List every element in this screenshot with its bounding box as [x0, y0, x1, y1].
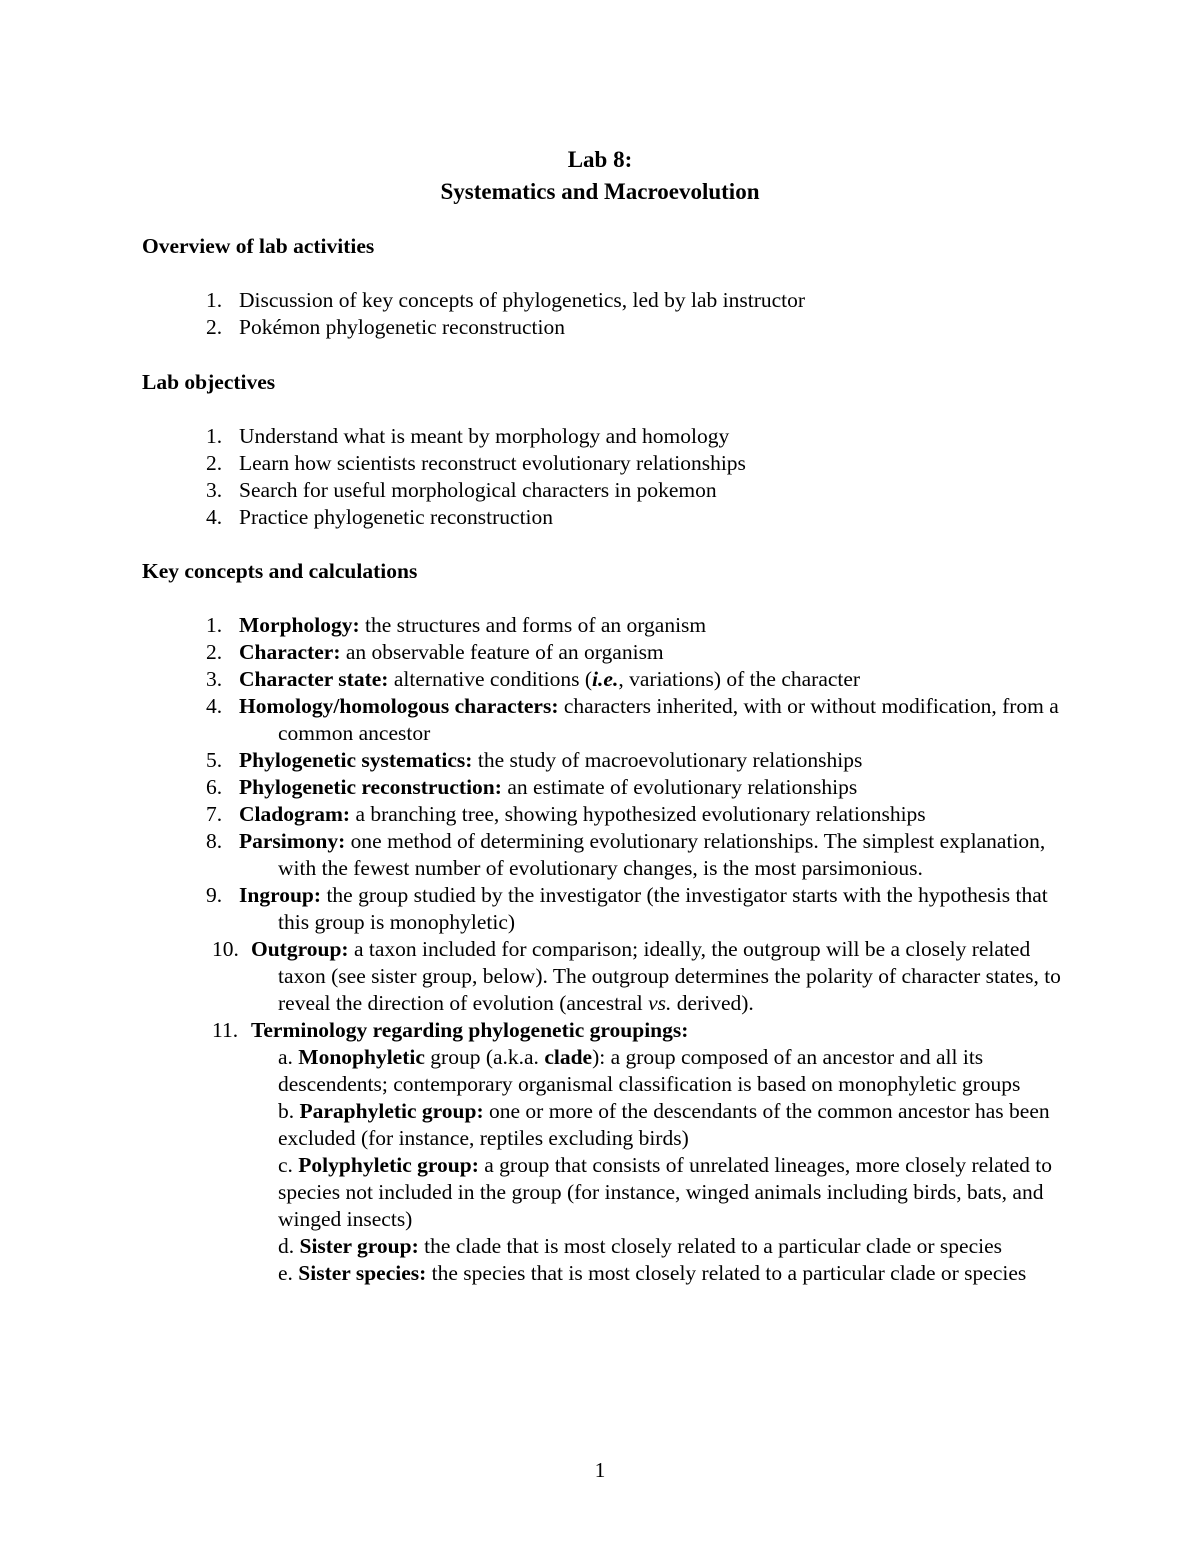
list-item: 9. Ingroup: the group studied by the investigator (the investigator starts with the hypothesis that this group is monophyletic): [206, 883, 1048, 934]
overview-heading: Overview of lab activities: [142, 234, 375, 258]
list-item: 7. Cladogram: a branching tree, showing hypothesized evolutionary relationships: [206, 802, 926, 826]
list-item: 1. Discussion of key concepts of phylogenetics, led by lab instructor: [206, 288, 806, 312]
objectives-heading: Lab objectives: [142, 370, 276, 394]
sub-item-monophyletic: a. Monophyletic group (a.k.a. clade): a group composed of an ancestor and all its descendents; contemporary organismal classification is based on monophyletic groups: [278, 1045, 1021, 1096]
concepts-heading: Key concepts and calculations: [142, 559, 418, 583]
sub-item-polyphyletic: c. Polyphyletic group: a group that consists of unrelated lineages, more closely related to species not included in the group (for instance, winged animals including birds, bats, and winged insects): [278, 1153, 1053, 1231]
concepts-list: [0, 612, 1078, 1287]
list-item: 4. Homology/homologous characters: characters inherited, with or without modification, from a common ancestor: [206, 694, 1059, 745]
objectives-list: [0, 423, 1039, 531]
page-number: 1: [594, 1458, 606, 1482]
list-item: 10. Outgroup: a taxon included for comparison; ideally, the outgroup will be a closely related taxon (see sister group, below). The outgroup determines the polarity of character states, to reveal the direction of evolution (ancestral vs. derived).: [212, 937, 1061, 1015]
list-item: 2. Character: an observable feature of an organism: [206, 640, 664, 664]
list-item: 1. Understand what is meant by morphology and homology: [206, 424, 730, 448]
list-item: 2. Learn how scientists reconstruct evolutionary relationships: [206, 451, 746, 475]
lab-number-title: Lab 8:: [567, 147, 633, 172]
list-item: 5. Phylogenetic systematics: the study of macroevolutionary relationships: [206, 748, 863, 772]
lab-title: Systematics and Macroevolution: [440, 179, 760, 204]
list-item: 3. Character state: alternative conditions (i.e., variations) of the character: [206, 667, 861, 691]
list-item: 1. Morphology: the structures and forms of an organism: [206, 613, 707, 637]
overview-list: [0, 287, 1039, 341]
sub-item-sister-species: e. Sister species: the species that is most closely related to a particular clade or species: [278, 1261, 1027, 1285]
list-item: 3. Search for useful morphological characters in pokemon: [206, 478, 717, 502]
list-item: 6. Phylogenetic reconstruction: an estimate of evolutionary relationships: [206, 775, 858, 799]
sub-item-sister-group: d. Sister group: the clade that is most closely related to a particular clade or species: [278, 1234, 1003, 1258]
sub-item-paraphyletic: b. Paraphyletic group: one or more of the descendants of the common ancestor has been excluded (for instance, reptiles excluding birds): [278, 1099, 1050, 1150]
list-item: 2. Pokémon phylogenetic reconstruction: [206, 315, 566, 339]
list-item: 4. Practice phylogenetic reconstruction: [206, 505, 554, 529]
list-item: 11. Terminology regarding phylogenetic groupings:: [212, 1018, 689, 1042]
list-item: 8. Parsimony: one method of determining evolutionary relationships. The simplest explanation, with the fewest number of evolutionary changes, is the most parsimonious.: [206, 829, 1046, 880]
